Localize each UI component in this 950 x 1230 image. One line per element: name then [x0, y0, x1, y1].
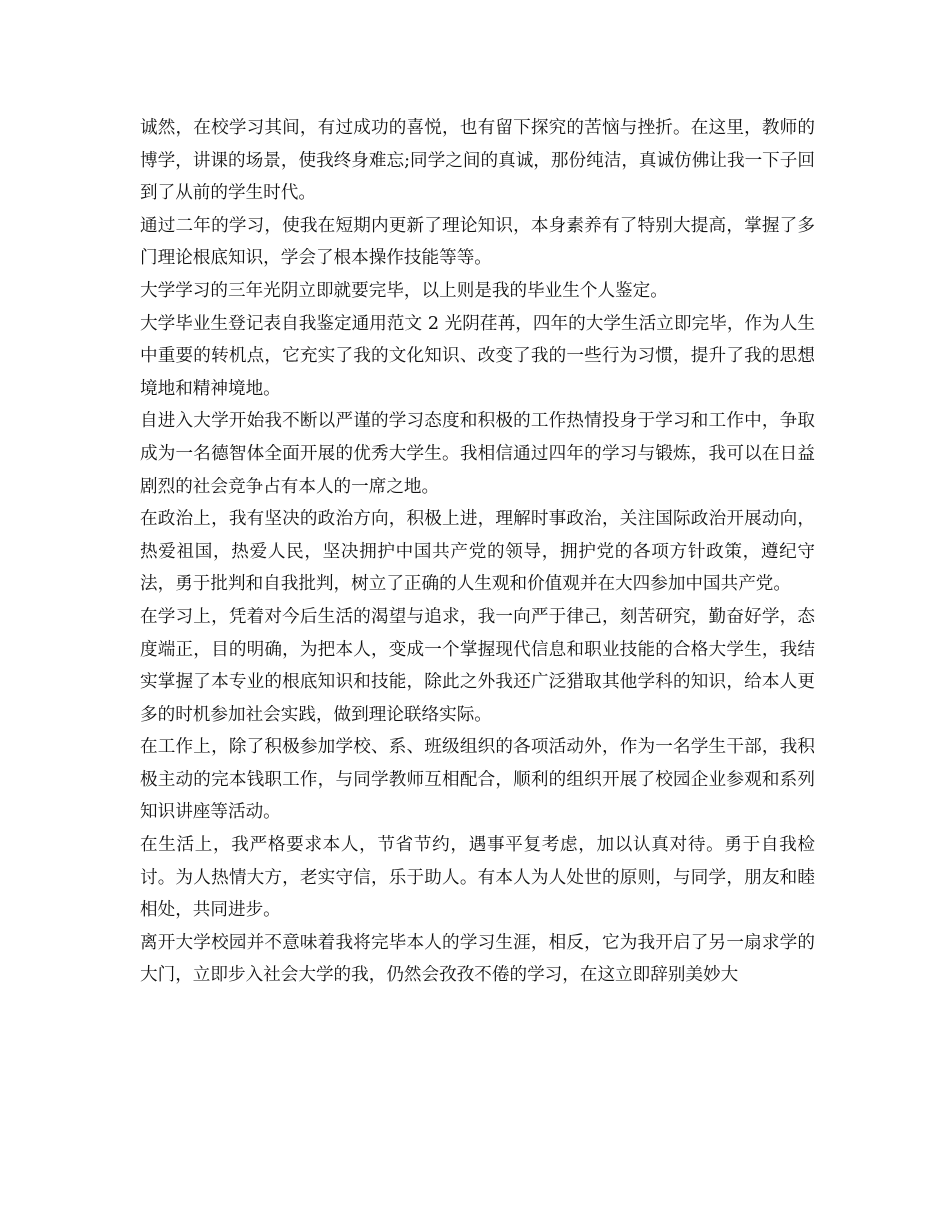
- paragraph-9: 在生活上，我严格要求本人，节省节约，遇事平复考虑，加以认真对待。勇于自我检讨。为人热情大方，老实守信，乐于助人。有本人为人处世的原则，与同学，朋友和睦相处，共同进步。: [140, 835, 815, 921]
- paragraph-2: 通过二年的学习，使我在短期内更新了理论知识，本身素养有了特别大提高，掌握了多门理论根底知识，学会了根本操作技能等等。: [140, 215, 815, 269]
- paragraph-10: 离开大学校园并不意味着我将完毕本人的学习生涯，相反，它为我开启了另一扇求学的大门，立即步入社会大学的我，仍然会孜孜不倦的学习，在这立即辞别美妙大: [140, 932, 815, 986]
- paragraph-8: 在工作上，除了积极参加学校、系、班级组织的各项活动外，作为一名学生干部，我积极主动的完本钱职工作，与同学教师互相配合，顺利的组织开展了校园企业参观和系列知识讲座等活动。: [140, 737, 815, 823]
- paragraph-5: 自进入大学开始我不断以严谨的学习态度和积极的工作热情投身于学习和工作中，争取成为一名德智体全面开展的优秀大学生。我相信通过四年的学习与锻炼，我可以在日益剧烈的社会竞争占有本人的一席之地。: [140, 411, 815, 497]
- paragraph-7: 在学习上，凭着对今后生活的渴望与追求，我一向严于律己，刻苦研究，勤奋好学，态度端正，目的明确，为把本人，变成一个掌握现代信息和职业技能的合格大学生，我结实掌握了本专业的根底知识和技能，除此之外我还广泛猎取其他学科的知识，给本人更多的时机参加社会实践，做到理论联络实际。: [140, 606, 815, 725]
- document-page: [140, 112, 815, 992]
- paragraph-3: 大学学习的三年光阴立即就要完毕，以上则是我的毕业生个人鉴定。: [140, 280, 668, 301]
- paragraph-6: 在政治上，我有坚决的政治方向，积极上进，理解时事政治，关注国际政治开展动向，热爱祖国，热爱人民，坚决拥护中国共产党的领导，拥护党的各项方针政策，遵纪守法，勇于批判和自我批判，树立了正确的人生观和价值观并在大四参加中国共产党。: [140, 509, 815, 595]
- paragraph-4: 大学毕业生登记表自我鉴定通用范文 2 光阴荏苒，四年的大学生活立即完毕，作为人生中重要的转机点，它充实了我的文化知识、改变了我的一些行为习惯，提升了我的思想境地和精神境地。: [140, 313, 815, 399]
- paragraph-1: 诚然，在校学习其间，有过成功的喜悦，也有留下探究的苦恼与挫折。在这里，教师的博学，讲课的场景，使我终身难忘;同学之间的真诚，那份纯洁，真诚仿佛让我一下子回到了从前的学生时代。: [140, 118, 815, 204]
